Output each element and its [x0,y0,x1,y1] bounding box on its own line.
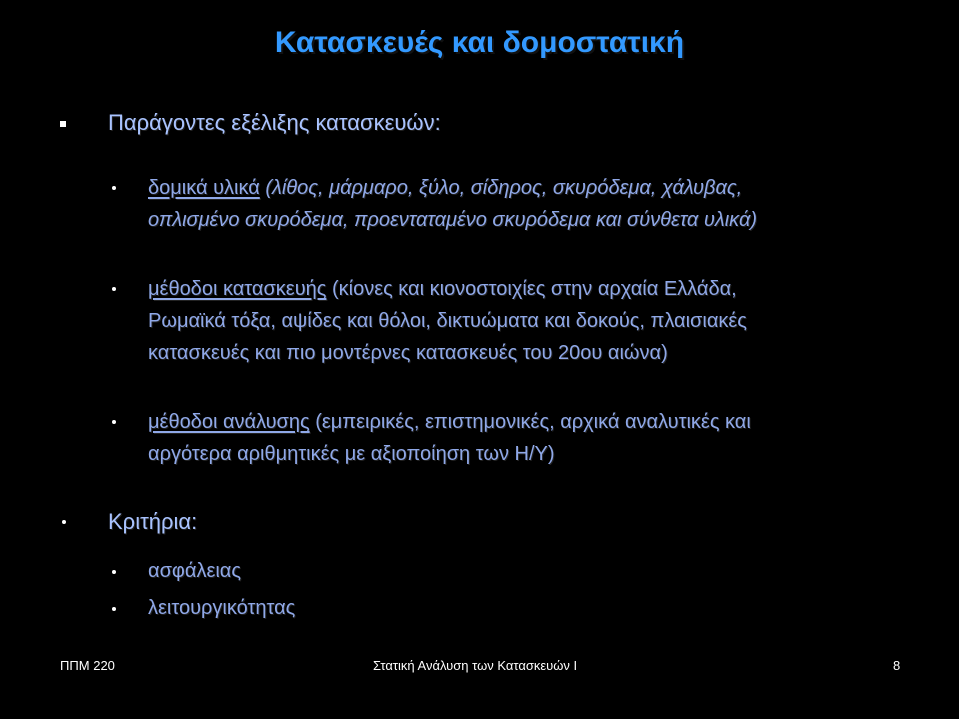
analysis-line-1 [148,406,751,438]
materials-list-1: (λίθος, μάρμαρο, ξύλο, σίδηρος, σκυρόδεμα, χάλυβας, [259,177,743,199]
bullet-dot-icon [112,186,116,190]
materials-term: δομικά υλικά [148,177,260,199]
factors-heading: Παράγοντες εξέλιξης κατασκευών: [108,110,441,135]
analysis-term: μέθοδοι ανάλυσης [148,411,310,433]
footer-page-number: 8 [893,658,901,673]
criteria-heading: Κριτήρια: [108,509,198,534]
footer-course: ΠΠΜ 220 [60,658,115,673]
slide-title: Κατασκευές και δομοστατική [274,26,685,59]
bullet-dot-icon [112,420,116,424]
analysis-list-1: (εμπειρικές, επιστημονικές, αρχικά αναλυτικές και [309,411,751,433]
bullet-dot-icon [112,607,116,611]
bullet-dot-icon [112,570,116,574]
construction-term: μέθοδοι κατασκευής [148,278,327,300]
construction-line-2: Ρωμαϊκά τόξα, αψίδες και θόλοι, δικτυώματα και δοκούς, πλαισιακές [148,310,747,332]
criteria-item-serviceability: λειτουργικότητας [148,597,296,619]
square-bullet-icon [60,121,66,127]
footer-title: Στατική Ανάλυση των Κατασκευών Ι [373,658,578,673]
construction-line-1 [148,273,737,305]
criteria-item-safety: ασφάλειας [148,560,241,582]
materials-line-2: οπλισμένο σκυρόδεμα, προενταταμένο σκυρόδεμα και σύνθετα υλικά) [148,209,758,231]
bullet-dot-icon [62,520,66,524]
analysis-line-2: αργότερα αριθμητικές με αξιοποίηση των Η/Υ) [148,443,555,465]
construction-list-1: (κίονες και κιονοστοιχίες στην αρχαία Ελλάδα, [326,278,737,300]
materials-line-1 [148,172,742,204]
bullet-dot-icon [112,287,116,291]
construction-line-3: κατασκευές και πιο μοντέρνες κατασκευές του 20ου αιώνα) [148,342,668,364]
